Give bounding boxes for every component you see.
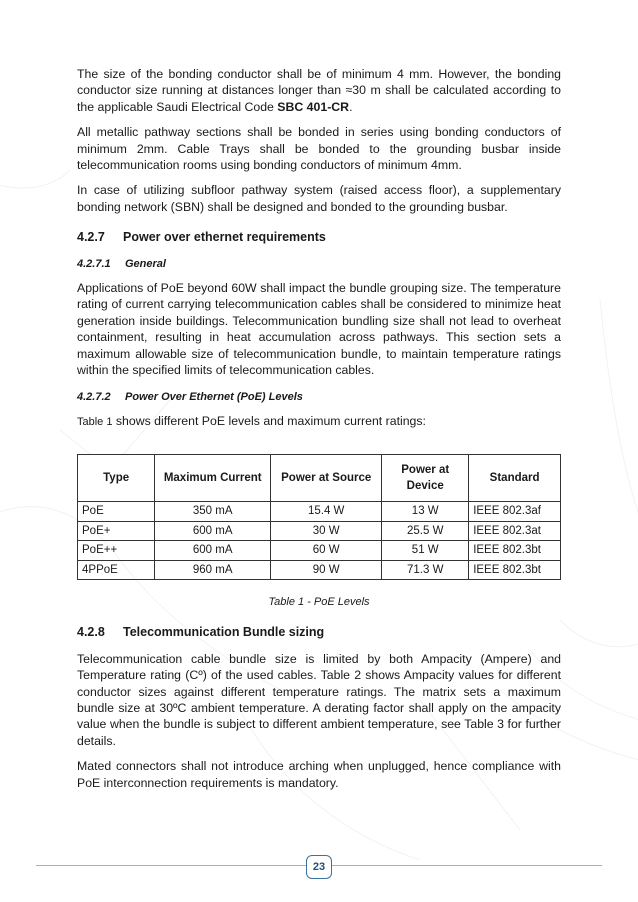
- table-cell: 600 mA: [155, 541, 271, 560]
- table-caption: Table 1 - PoE Levels: [268, 595, 370, 608]
- table-row: [78, 521, 561, 540]
- table-cell: IEEE 802.3bt: [469, 541, 561, 560]
- code-reference: SBC 401-CR: [277, 99, 350, 114]
- column-header: Power at Device: [382, 455, 469, 502]
- table-cell: 4PPoE: [78, 560, 155, 579]
- column-header: Maximum Current: [155, 455, 271, 502]
- paragraph-metallic-pathway: All metallic pathway sections shall be bonded in series using bonding conductors of minimum 2mm. Cable Trays shall be bonded to the grounding busbar inside telecommunication rooms using bonding conductors of minimum 4mm.: [77, 125, 561, 173]
- table-row: [78, 560, 561, 579]
- column-header: Type: [78, 455, 155, 502]
- poe-levels-table: [77, 454, 561, 580]
- column-header: Power at Source: [271, 455, 382, 502]
- table-cell: 30 W: [271, 521, 382, 540]
- paragraph-poe-general: Applications of PoE beyond 60W shall impact the bundle grouping size. The temperature rating of current carrying telecommunication cables shall be considered to minimize heat generation inside buildings. Telecommunication bundling size shall not lead to overheat containment, resulting in heat accumulation across pathways. This section sets a maximum allowable size of telecommunication bundle, to maintain temperature ratings within the specified limits of telecommunication cables.: [77, 281, 561, 378]
- heading-4-2-7: 4.2.7 Power over ethernet requirements: [77, 230, 326, 245]
- table-cell: 90 W: [271, 560, 382, 579]
- table-cell: IEEE 802.3at: [469, 521, 561, 540]
- table-row: [78, 502, 561, 521]
- table-cell: 600 mA: [155, 521, 271, 540]
- table-cell: IEEE 802.3af: [469, 502, 561, 521]
- table-cell: 960 mA: [155, 560, 271, 579]
- column-header: Standard: [469, 455, 561, 502]
- paragraph-mated-connectors: Mated connectors shall not introduce arching when unplugged, hence compliance with PoE interconnection requirements is mandatory.: [77, 759, 561, 790]
- page-number: 23: [306, 855, 332, 879]
- table-cell: IEEE 802.3bt: [469, 560, 561, 579]
- paragraph-bundle-sizing: Telecommunication cable bundle size is limited by both Ampacity (Ampere) and Temperature rating (Cº) of the used cables. Table 2 shows Ampacity values for different conductor sizes against different temperature ratings. The matrix sets a maximum bundle size at 30ºC ambient temperature. A derating factor shall apply on the ampacity value when the bundle is subject to different ambient temperature, see Table 3 for further details.: [77, 651, 561, 748]
- table-reference: Table 1: [77, 415, 113, 428]
- table-cell: 25.5 W: [382, 521, 469, 540]
- paragraph-subfloor: In case of utilizing subfloor pathway system (raised access floor), a supplementary bonding network (SBN) shall be designed and bonded to the grounding busbar.: [77, 183, 561, 214]
- table-cell: 71.3 W: [382, 560, 469, 579]
- heading-4-2-7-2: 4.2.7.2 Power Over Ethernet (PoE) Levels: [77, 390, 303, 403]
- paragraph-table-intro: Table 1 shows different PoE levels and maximum current ratings:: [77, 413, 426, 428]
- table-cell: PoE+: [78, 521, 155, 540]
- table-cell: 350 mA: [155, 502, 271, 521]
- table-row: [78, 541, 561, 560]
- table-cell: 15.4 W: [271, 502, 382, 521]
- heading-4-2-7-1: 4.2.7.1 General: [77, 257, 166, 270]
- table-cell: PoE++: [78, 541, 155, 560]
- table-header-row: [78, 455, 561, 502]
- heading-4-2-8: 4.2.8 Telecommunication Bundle sizing: [77, 625, 325, 640]
- table-cell: PoE: [78, 502, 155, 521]
- table-cell: 13 W: [382, 502, 469, 521]
- paragraph-bonding-size: The size of the bonding conductor shall be of minimum 4 mm. However, the bonding conductor size running at distances longer than ≈30 m shall be calculated according to the applicable Saudi Electrical Code SBC 401-CR.: [77, 67, 561, 114]
- table-cell: 60 W: [271, 541, 382, 560]
- page-content: [77, 66, 561, 800]
- table-cell: 51 W: [382, 541, 469, 560]
